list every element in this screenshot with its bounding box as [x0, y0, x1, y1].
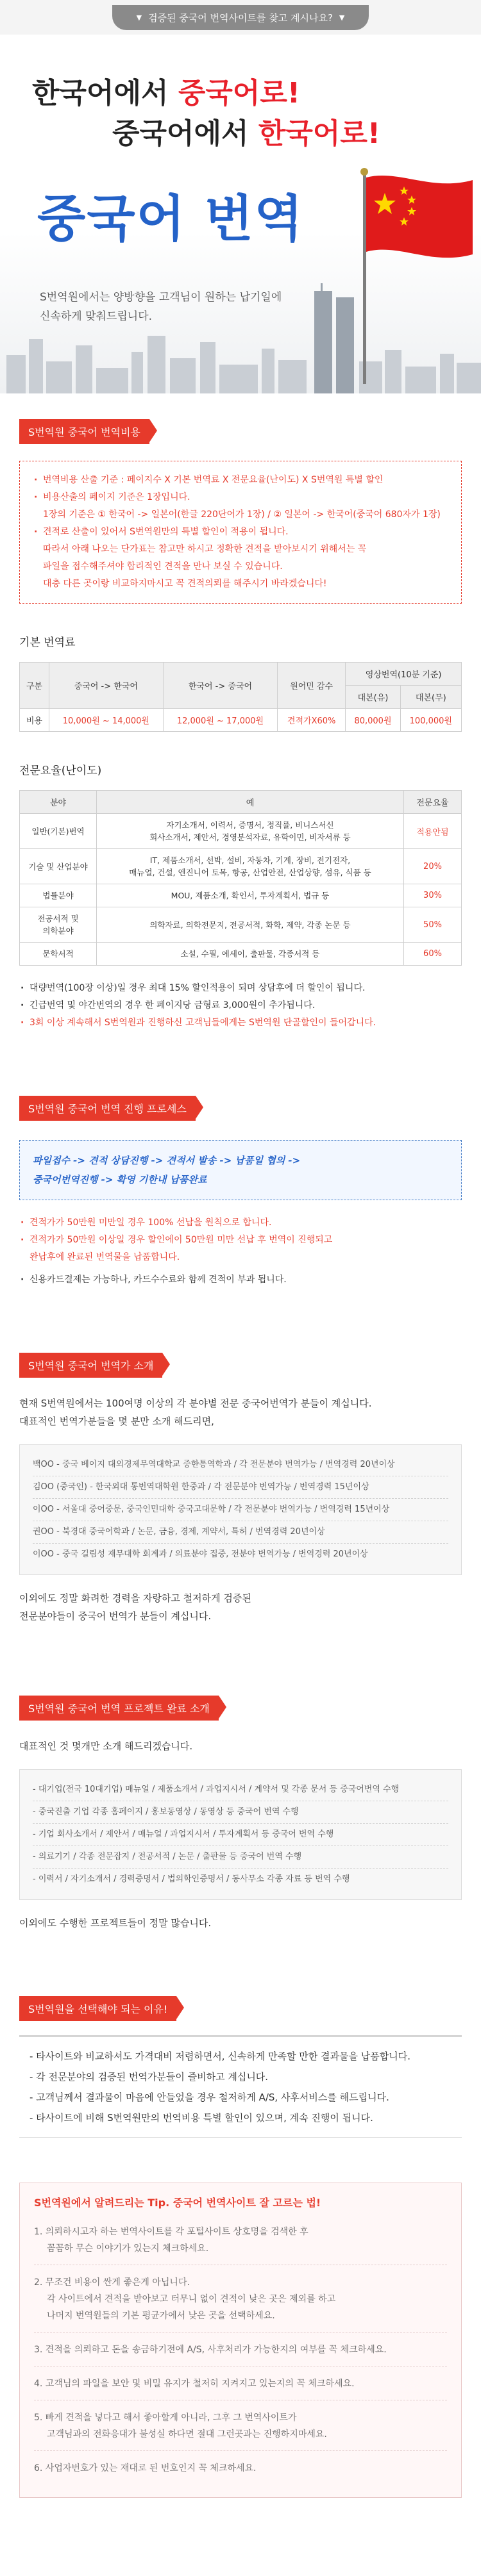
page-bottom-spacer — [0, 2498, 481, 2536]
rate-value: 30% — [404, 884, 462, 907]
rate-head-rate: 전문요율 — [404, 791, 462, 814]
list-item: 이OO - 중국 길림성 재무대학 회계과 / 의료분야 집중, 전분야 번역가능 / 번역경력 20년이상 — [33, 1549, 368, 1559]
translators-outro-line: 전문분야들이 중국어 번역가 분들이 계십니다. — [19, 1610, 212, 1622]
hero-banner — [0, 35, 481, 393]
tips-heading: S번역원에서 알려드리는 Tip. 중국어 번역사이트 잘 고르는 법! — [34, 2197, 321, 2209]
process-section — [0, 1032, 481, 1289]
list-item — [34, 2215, 447, 2265]
list-item — [34, 2332, 447, 2366]
list-item: - 기업 회사소개서 / 제안서 / 매뉴얼 / 과업지시서 / 투자계획서 등 중국어 번역 수행 — [33, 1824, 448, 1846]
rate-value: 20% — [404, 849, 462, 884]
basic-fee-head-script-no: 대본(무) — [400, 686, 461, 709]
basic-fee-script-no: 100,000원 — [400, 709, 461, 732]
tip-line: 나머지 번역원들의 기본 평균가에서 낮은 곳을 선택하세요. — [47, 2311, 275, 2321]
translators-intro — [19, 1394, 462, 1430]
price-section — [0, 393, 481, 1032]
price-note: · 긴급번역 및 야간번역의 경우 한 페이지당 금형료 3,000원이 추가됩니다. — [19, 997, 462, 1014]
translators-outro — [19, 1589, 462, 1625]
tip-line: 고객님과의 전화응대가 불성실 하다면 절대 그런곳과는 진행하지마세요. — [47, 2429, 327, 2440]
list-item: - 의료기기 / 각종 전문잡지 / 전공서적 / 논문 / 출판물 등 중국어 번역 수행 — [33, 1846, 448, 1869]
rate-example: 의학자료, 의학전문지, 전공서적, 화학, 제약, 각종 논문 등 — [97, 907, 404, 943]
rate-field: 기술 및 산업분야 — [20, 849, 97, 884]
projects-intro: 대표적인 것 몇개만 소개 해드리겠습니다. — [19, 1740, 193, 1752]
hero-line-1-b: 중국어로! — [178, 77, 300, 110]
list-item: - 타사이트와 비교하셔도 가격대비 저렴하면서, 신속하게 만족할 만한 결과물을 납품합니다. — [30, 2051, 410, 2062]
top-banner — [0, 0, 481, 35]
reasons-section-tag: S번역원을 선택해야 되는 이유! — [19, 1996, 176, 2021]
hero-description-line-1: S번역원에서는 양방향을 고객님이 원하는 납기일에 — [40, 291, 282, 304]
hero-title: 중국어 번역 — [37, 190, 304, 248]
table-row — [20, 943, 462, 966]
rate-example: 소설, 수필, 에세이, 출판물, 각종서적 등 — [97, 943, 404, 966]
tip-line: 3. 견적을 의뢰하고 돈을 송금하기전에 A/S, 사후처리가 가능한지의 여부를 꼭 체크하세요. — [34, 2345, 387, 2355]
translators-intro-line: 현재 S번역원에서는 100여명 이상의 각 분야별 전문 중국어번역가 분들이 계십니다. — [19, 1398, 372, 1409]
top-question-pill[interactable] — [112, 5, 369, 30]
rate-value: 적용안됨 — [404, 814, 462, 849]
list-item — [34, 2400, 447, 2451]
tip-line: 6. 사업자번호가 있는 재대로 된 번호인지 꼭 체크하세요. — [34, 2463, 257, 2473]
hero-description — [40, 288, 282, 326]
tip-line: 2. 무조건 비용이 싼게 좋은게 아닙니다. — [34, 2277, 190, 2288]
basic-fee-head-zh-ko: 중국어 -> 한국어 — [49, 663, 163, 709]
hero-line-2-b: 한국어로! — [258, 117, 380, 150]
list-item: - 중국진출 기업 각종 홈페이지 / 홍보동영상 / 동영상 등 중국어 번역 수행 — [33, 1801, 448, 1824]
top-question-text: 검증된 중국어 번역사이트를 찾고 계시나요? — [148, 12, 333, 24]
projects-list — [19, 1769, 462, 1900]
rate-field: 일반(기본)번역 — [20, 814, 97, 849]
china-flag-icon — [354, 166, 476, 384]
hero-line-1-a: 한국어에서 — [32, 77, 178, 110]
price-rule: 따라서 아래 나오는 단가표는 참고만 하시고 정확한 견적을 받아보시기 위해서는 꼭 — [43, 544, 367, 554]
tip-line: 꼼꼼하 무슨 이야기가 있는지 체크하세요. — [47, 2243, 209, 2254]
rate-example: MOU, 제품소개, 확인서, 투자계획서, 법규 등 — [97, 884, 404, 907]
basic-fee-zh-ko: 10,000원 ~ 14,000원 — [49, 709, 163, 732]
table-row — [20, 709, 462, 732]
translators-section-tag: S번역원 중국어 번역가 소개 — [19, 1353, 162, 1378]
basic-fee-title: 기본 번역료 — [19, 636, 76, 649]
list-item: 김OO (중국인) - 한국외대 통번역대학원 한중과 / 각 전문분야 번역가능 / 번역경력 15년이상 — [33, 1476, 448, 1499]
price-section-tag: S번역원 중국어 번역비용 — [19, 419, 149, 444]
list-item: 이OO - 서울대 중어중문, 중국인민대학 중국고대문학 / 각 전문분야 번역가능 / 번역경력 15년이상 — [33, 1499, 448, 1521]
process-note: 완납후에 완료된 번역물을 납품합니다. — [30, 1252, 180, 1262]
basic-fee-head-video: 영상번역(10분 기준) — [346, 663, 462, 686]
list-item: - 고객님께서 결과물이 마음에 안들었을 경우 철저하게 A/S, 사후서비스를 해드립니다. — [30, 2092, 389, 2103]
tips-box — [19, 2183, 462, 2498]
reasons-list — [19, 2035, 462, 2138]
translators-list — [19, 1444, 462, 1575]
process-notes — [19, 1214, 462, 1289]
basic-fee-script-yes: 80,000원 — [346, 709, 400, 732]
list-item: 백OO - 중국 베이지 대외경제무역대학교 중한통역학과 / 각 전문분야 번역가능 / 번역경력 20년이상 — [33, 1454, 448, 1476]
chevron-down-icon: ▼ — [136, 13, 142, 22]
rate-field: 전공서적 및 의학분야 — [20, 907, 97, 943]
tip-line: 5. 빠게 견적을 넣다고 해서 좋아할게 아니라, 그후 그 번역사이트가 — [34, 2413, 297, 2423]
basic-fee-ko-zh: 12,000원 ~ 17,000원 — [163, 709, 277, 732]
process-note: · 견적가가 50만원 미만일 경우 100% 선납을 원칙으로 합니다. — [19, 1214, 462, 1232]
process-flow-line-2: 중국어번역진행 -> 확영 기한내 납품완료 — [33, 1174, 207, 1185]
process-section-tag: S번역원 중국어 번역 진행 프로세스 — [19, 1096, 196, 1121]
list-item: 권OO - 북경대 중국어학과 / 논문, 금융, 경제, 계약서, 특허 / 번역경력 20년이상 — [33, 1521, 448, 1544]
process-flow-box — [19, 1140, 462, 1200]
list-item: - 이력서 / 자기소개서 / 경력증명서 / 법의학인증명서 / 동사무소 각종 자료 등 번역 수행 — [33, 1874, 350, 1884]
chevron-down-icon: ▼ — [339, 13, 345, 22]
rate-title: 전문요율(난이도) — [19, 764, 102, 777]
translators-intro-line: 대표적인 번역가분들을 몇 분만 소개 해드리면, — [19, 1416, 214, 1427]
list-item: - 타사이트에 비해 S번역원만의 번역비용 특별 할인이 있으며, 계속 진행이 됩니다. — [30, 2112, 373, 2124]
projects-outro: 이외에도 수행한 프로젝트들이 정말 많습니다. — [19, 1917, 212, 1929]
rate-field: 문학서적 — [20, 943, 97, 966]
hero-line-2-a: 중국어에서 — [112, 117, 258, 150]
price-rule: 파일을 접수해주셔야 합리적인 견적을 만나 보실 수 있습니다. — [43, 561, 283, 572]
basic-fee-table — [19, 662, 462, 732]
hero-line-2 — [112, 110, 380, 151]
projects-section-tag: S번역원 중국어 번역 프로젝트 완료 소개 — [19, 1696, 219, 1721]
process-note: · 견적가가 50만원 이상일 경우 할인에이 50만원 미만 선납 후 번역이 진행되고 — [19, 1232, 462, 1249]
rate-field: 법률분야 — [20, 884, 97, 907]
price-rule: 대충 다른 곳이랑 비교하지마시고 꼭 견적의뢰를 해주시기 바라겠습니다! — [43, 579, 327, 589]
hero-line-1 — [32, 70, 300, 111]
reasons-section — [0, 1932, 481, 2138]
basic-fee-row-label: 비용 — [20, 709, 49, 732]
price-rule: · 번역비용 산출 기준 : 페이지수 X 기본 번역료 X 전문요율(난이도) X S번역원 특별 할인 — [33, 472, 448, 489]
price-rule: · 견적로 산출이 있어서 S번역원만의 특별 할인이 적용이 됩니다. — [33, 524, 448, 541]
rate-value: 60% — [404, 943, 462, 966]
tip-line: 4. 고객님의 파일을 보안 및 비밀 유지가 철저히 지켜지고 있는지의 꼭 체크하세요. — [34, 2379, 355, 2389]
rate-example: 자기소개서, 이력서, 증명서, 정직률, 비니스서신 회사소개서, 제안서, 경영분석자료, 유학이민, 비자서류 등 — [97, 814, 404, 849]
tip-line: 1. 의뢰하시고자 하는 번역사이트를 각 포털사이트 상호명을 검색한 후 — [34, 2227, 308, 2237]
rate-head-field: 분야 — [20, 791, 97, 814]
basic-fee-head-category: 구분 — [20, 663, 49, 709]
price-rule: 1장의 기준은 ① 한국어 -> 일본어(한글 220단어가 1장) / ② 일본어 -> 한국어(중국어 680자가 1장) — [43, 509, 441, 520]
process-flow-line-1: 파일접수 -> 견적 상담진행 -> 견적서 발송 -> 납품일 협의 -> — [33, 1155, 301, 1166]
price-rule: · 비용산출의 페이지 기준은 1장입니다. — [33, 489, 448, 506]
projects-section — [0, 1625, 481, 1932]
process-note: · 신용카드결제는 가능하나, 카드수수료와 함께 견적이 부과 됩니다. — [19, 1271, 462, 1289]
rate-example: IT, 제품소개서, 선박, 설비, 자동차, 기계, 장비, 전기전자, 매뉴얼, 건설, 엔진니어 토목, 항공, 산업안전, 산업상향, 섬유, 식품 등 — [97, 849, 404, 884]
translators-section — [0, 1289, 481, 1625]
list-item — [34, 2265, 447, 2332]
table-row — [20, 814, 462, 849]
list-item: - 대기업(전국 10대기업) 매뉴얼 / 제품소개서 / 과업지시서 / 계약서 및 각종 문서 등 중국어번역 수행 — [33, 1779, 448, 1801]
tip-line: 각 사이트에서 견적을 받아보고 터무니 없이 견적이 낮은 곳은 제외를 하고 — [47, 2294, 336, 2304]
hero-description-line-2: 신속하게 맞춰드립니다. — [40, 310, 153, 323]
price-notes — [19, 980, 462, 1032]
basic-fee-head-script-yes: 대본(유) — [346, 686, 400, 709]
list-item — [34, 2366, 447, 2400]
translators-outro-line: 이외에도 정말 화려한 경력을 자랑하고 철저하게 검증된 — [19, 1592, 251, 1604]
price-rules-box — [19, 461, 462, 604]
table-row — [20, 884, 462, 907]
rate-value: 50% — [404, 907, 462, 943]
list-item — [34, 2451, 447, 2484]
basic-fee-head-native: 원어민 감수 — [278, 663, 346, 709]
table-row — [20, 907, 462, 943]
table-row — [20, 849, 462, 884]
basic-fee-head-ko-zh: 한국어 -> 중국어 — [163, 663, 277, 709]
price-note: · 대량번역(100장 이상)일 경우 최대 15% 할인적용이 되며 상담후에 더 할인이 됩니다. — [19, 980, 462, 997]
list-item: - 각 전문분야의 검증된 번역가분들이 즐비하고 계십니다. — [30, 2071, 269, 2083]
basic-fee-native: 견적가X60% — [278, 709, 346, 732]
price-note: · 3회 이상 계속해서 S번역원과 진행하신 고객님들에게는 S번역원 단골할인이 들어갑니다. — [19, 1014, 462, 1032]
rate-head-example: 예 — [97, 791, 404, 814]
rate-table — [19, 790, 462, 966]
